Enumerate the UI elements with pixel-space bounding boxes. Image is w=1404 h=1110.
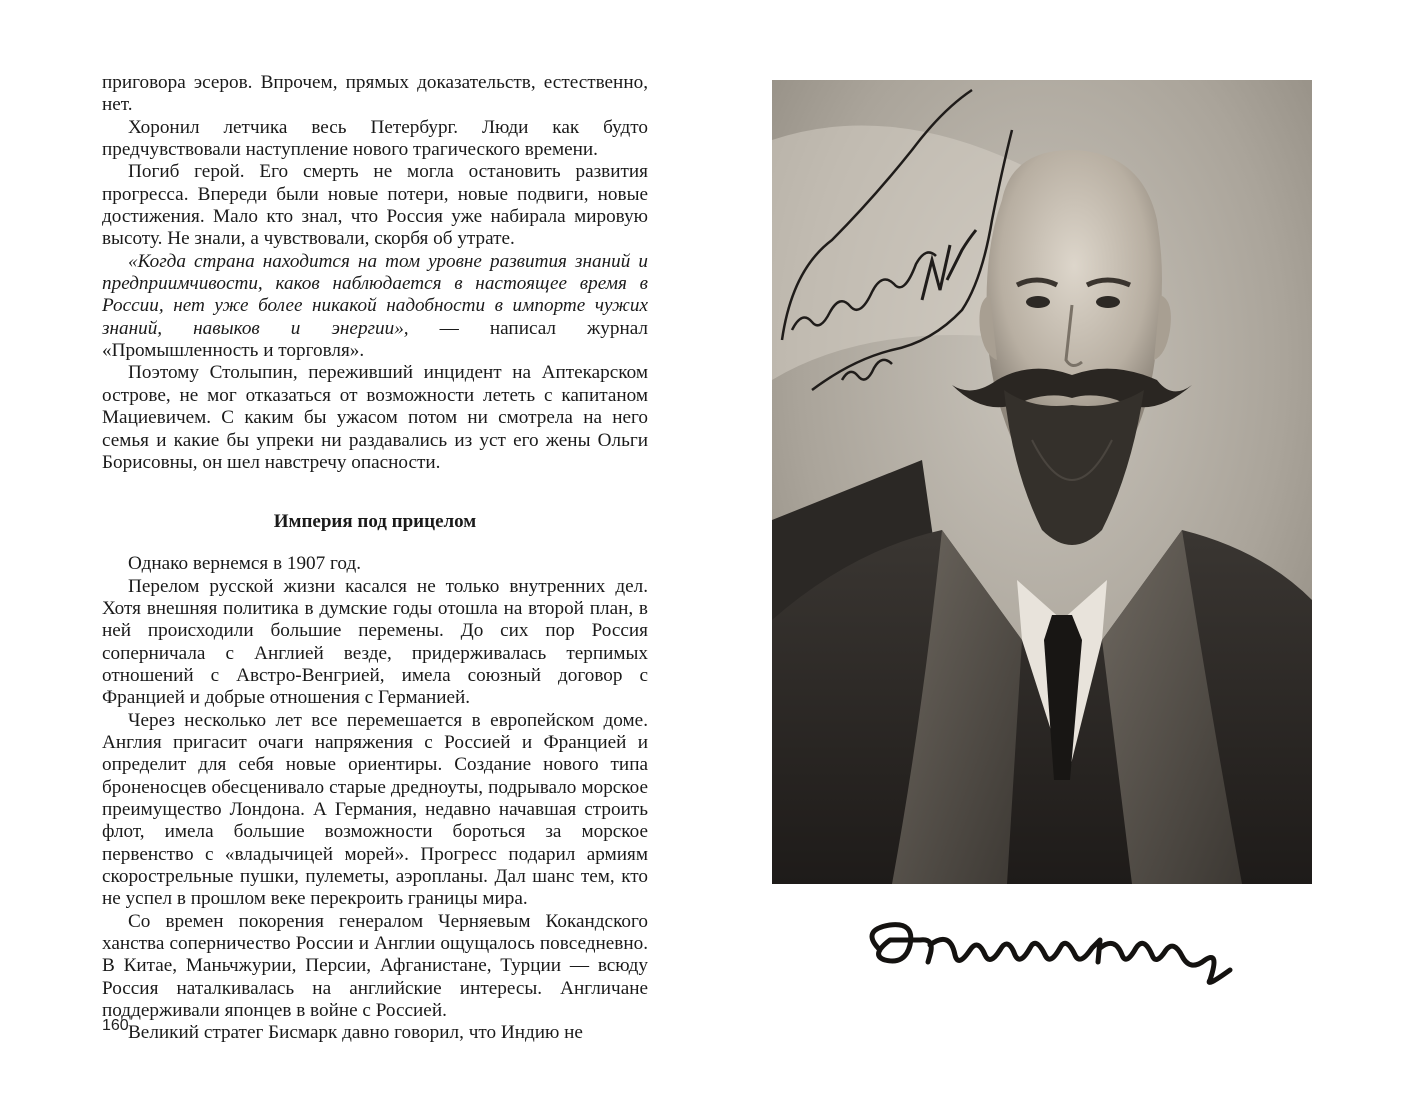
page-number: 160: [102, 1017, 129, 1034]
text-paragraph: Погиб герой. Его смерть не могла остановить развития прогресса. Впереди были новые потери, новые подвиги, новые достижения. Мало кто знал, что Россия уже набирала мировую высоту. Не знали, а чувствовали, скорбя об утрате.: [102, 161, 648, 250]
handwritten-inscription: [772, 80, 1312, 884]
text-paragraph: Однако вернемся в 1907 год.: [128, 553, 362, 575]
quote-rest: — написал журнал «Промышленность и торговля».: [102, 317, 648, 362]
text-paragraph: Поэтому Столыпин, переживший инцидент на Аптекарском острове, не мог отказаться от возможности лететь с капитаном Мациевичем. С каким бы ужасом потом ни смотрела на него семья и какие бы упреки ни раздавались из уст его жены Ольги Борисовны, он шел навстречу опасности.: [102, 362, 648, 473]
paragraphs-before: [102, 72, 648, 251]
paragraphs-after: [102, 553, 648, 1045]
left-page-text: [102, 72, 648, 1045]
text-paragraph: Хоронил летчика весь Петербург. Люди как будто предчувствовали наступление нового трагического времени.: [102, 116, 648, 161]
portrait-photo: [772, 80, 1312, 884]
paragraphs-middle: [102, 362, 648, 474]
text-paragraph: Перелом русской жизни касался не только внутренних дел. Хотя внешняя политика в думские годы отошла на второй план, в ней происходили большие перемены. До сих пор Россия соперничала с Англией везде, придерживалась терпимых отношений с Австро-Венгрией, имела союзный договор с Францией и добрые отношения с Германией.: [102, 575, 648, 709]
quote-italic: «Когда страна находится на том уровне развития знаний и предприимчивости, каков наблюдается в настоящее время в России, нет уже более никакой надобности в импорте чужих знаний, навыков и энергии»,: [102, 250, 648, 339]
signature-image: [860, 900, 1240, 990]
text-paragraph: приговора эсеров. Впрочем, прямых доказательств, естественно, нет.: [102, 72, 648, 116]
text-paragraph: Через несколько лет все перемешается в европейском доме. Англия пригасит очаги напряжения с Россией и Францией и определит для себя новые ориентиры. Создание нового типа броненосцев обесценивало старые дредноуты, подрывало морское преимущество Лондона. А Германия, недавно начавшая строить флот, имела большие возможности бороться за морское первенство с «владычицей морей». Прогресс подарил армиям скорострельные пушки, пулеметы, аэропланы. Дал шанс тем, кто не успел в прошлом веке перекроить границы мира.: [102, 709, 648, 910]
text-paragraph: Со времен покорения генералом Черняевым Кокандского ханства соперничество России и Англии ощущалось повседневно. В Китае, Маньчжурии, Персии, Афганистане, Турции — всюду Россия наталкивалась на английские интересы. Англичане поддерживали японцев в войне с Россией.: [102, 910, 648, 1022]
text-paragraph: Великий стратег Бисмарк давно говорил, что Индию не: [128, 1022, 583, 1044]
quote-paragraph: [102, 251, 648, 363]
facsimile-signature: [860, 900, 1240, 990]
section-heading: Империя под прицелом: [273, 511, 477, 533]
